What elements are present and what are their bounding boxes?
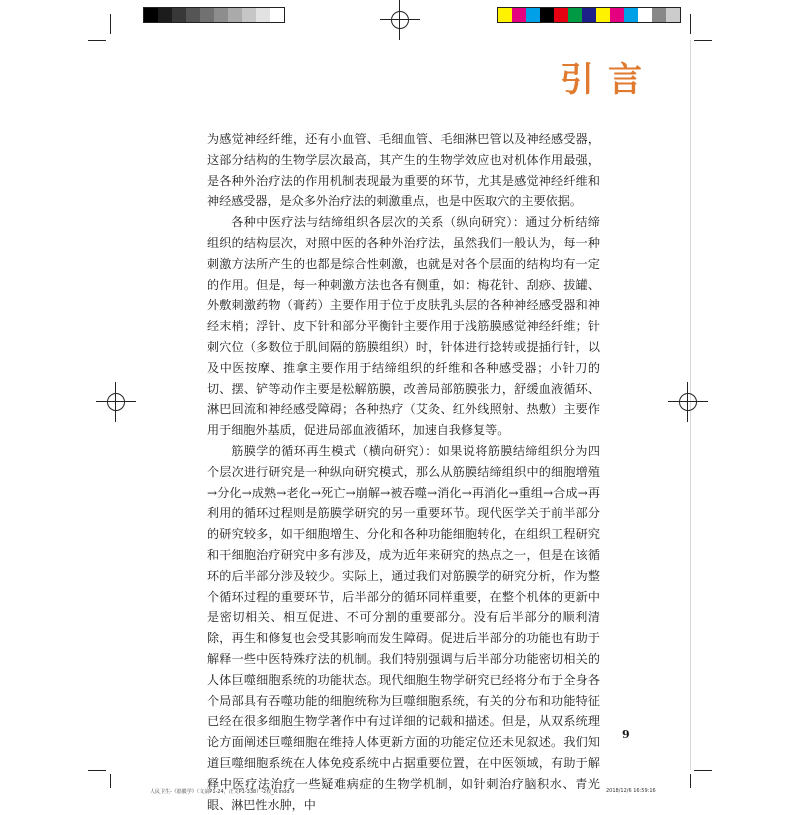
- color-swatch: [582, 8, 596, 22]
- color-swatch: [554, 8, 568, 22]
- paragraph-2: 各种中医疗法与结缔组织各层次的关系（纵向研究）：通过分析结缔组织的结构层次，对照中医的各种外治疗法，虽然我们一般认为，每一种刺激方法所产生的也都是综合性刺激，也就是对各个层面的结构均有一定的作用。但是，每一种刺激方法也各有侧重，如：梅花针、刮痧、拔罐、外敷刺激药物（膏药）主要作用于位于皮肤乳头层的各种神经感受器和神经末梢；浮针、皮下针和部分平衡针主要作用于浅筋膜感觉神经纤维；针刺穴位（多数位于肌间隔的筋膜组织）时，针体进行捻转或提插行针，以及中医按摩、推拿主要作用于结缔组织的纤维和各种感受器；小针刀的切、摆、铲等动作主要是松解筋膜，改善局部筋膜张力，舒缓血液循环、淋巴回流和神经感受障碍；各种热疗（艾灸、红外线照射、热敷）主要作用于细胞外基质，促进局部血液循环，加速自我修复等。: [207, 215, 600, 438]
- crop-mark: [110, 774, 111, 788]
- page-number: 9: [622, 728, 630, 741]
- crop-mark: [694, 40, 712, 41]
- color-swatch: [540, 8, 554, 22]
- gray-swatch: [172, 8, 186, 22]
- body-text: [207, 129, 600, 815]
- crop-mark: [88, 770, 106, 771]
- gray-swatch: [214, 8, 228, 22]
- gray-swatch: [256, 8, 270, 22]
- gray-swatch: [186, 8, 200, 22]
- registration-mark-right: [668, 382, 708, 422]
- color-swatch: [652, 8, 666, 22]
- timestamp-slug: 2018/12/6 16:59:16: [606, 788, 656, 794]
- chapter-title: 引言: [560, 60, 656, 100]
- color-swatch: [526, 8, 540, 22]
- registration-mark-left: [96, 382, 136, 422]
- crop-mark: [690, 14, 691, 34]
- gray-swatch: [200, 8, 214, 22]
- color-swatch: [596, 8, 610, 22]
- gray-swatch: [158, 8, 172, 22]
- color-calibration-bar: [497, 7, 681, 23]
- color-swatch: [638, 8, 652, 22]
- grayscale-calibration-bar: [143, 7, 285, 23]
- color-swatch: [512, 8, 526, 22]
- registration-mark-top: [380, 0, 420, 40]
- gray-swatch: [144, 8, 158, 22]
- color-swatch: [498, 8, 512, 22]
- crop-mark: [88, 40, 106, 41]
- gray-swatch: [270, 8, 284, 22]
- crop-mark: [694, 770, 712, 771]
- crop-mark: [110, 14, 111, 34]
- gray-swatch: [242, 8, 256, 22]
- color-swatch: [568, 8, 582, 22]
- paragraph-3: 筋膜学的循环再生模式（横向研究）：如果说将筋膜结缔组织分为四个层次进行研究是一种纵向研究模式，那么从筋膜结缔组织中的细胞增殖→分化→成熟→老化→死亡→崩解→被吞噬→消化→再消化→重组→合成→再利用的循环过程则是筋膜学研究的另一重要环节。现代医学关于前半部分的研究较多，如干细胞增生、分化和各种功能细胞转化，在组织工程研究和干细胞治疗研究中多有涉及，成为近年来研究的热点之一，但是在该循环的后半部分涉及较少。实际上，通过我们对筋膜学的研究分析，作为整个循环过程的重要环节，后半部分的循环同样重要，在整个机体的更新中是密切相关、相互促进、不可分割的重要部分。没有后半部分的顺利清除，再生和修复也会受其影响而发生障碍。促进后半部分的功能也有助于解释一些中医特殊疗法的机制。我们特别强调与后半部分功能密切相关的人体巨噬细胞系统的功能状态。现代细胞生物学研究已经将分布于全身各个局部具有吞噬功能的细胞统称为巨噬细胞系统，有关的分布和功能特征已经在很多细胞生物学著作中有过详细的记载和描述。但是，从双系统理论方面阐述巨噬细胞在维持人体更新方面的功能定位还未见叙述。我们知道巨噬细胞系统在人体免疫系统中占据重要位置，在中医领域，有助于解释中医疗法治疗一些疑难病症的生物学机制，如针刺治疗脑积水、青光眼、淋巴性水肿，中: [207, 443, 600, 812]
- gray-swatch: [228, 8, 242, 22]
- color-swatch: [610, 8, 624, 22]
- file-slug: 人民卫生-《筋膜学》（文前P1-24，正文P1-338）-2校_R.indd 9: [150, 789, 295, 795]
- crop-mark: [690, 774, 691, 788]
- color-swatch: [624, 8, 638, 22]
- color-swatch: [666, 8, 680, 22]
- paragraph-1: 为感觉神经纤维，还有小血管、毛细血管、毛细淋巴管以及神经感受器，这部分结构的生物学层次最高，其产生的生物学效应也对机体作用最强，是各种外治疗法的作用机制表现最为重要的环节，尤其是感觉神经纤维和神经感受器，是众多外治疗法的刺激重点，也是中医取穴的主要依据。: [207, 132, 600, 209]
